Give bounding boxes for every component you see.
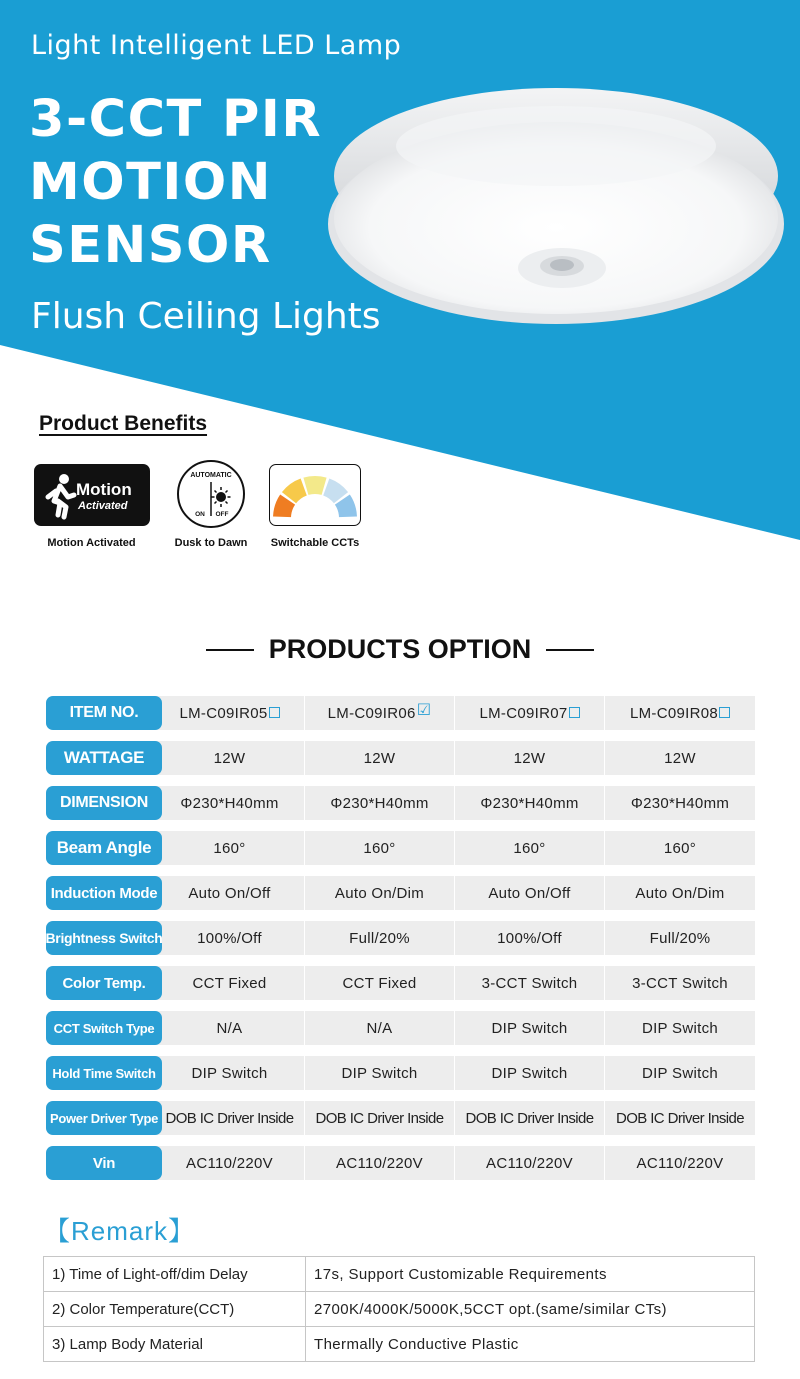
table-row xyxy=(46,1101,754,1135)
remark-value: 17s, Support Customizable Requirements xyxy=(306,1257,755,1292)
spec-value-text: DIP Switch xyxy=(491,1019,568,1037)
hero-title-line: MOTION xyxy=(29,153,272,212)
spec-value-text: CCT Fixed xyxy=(342,974,417,992)
color-arc-icon xyxy=(269,464,361,526)
cct-badge xyxy=(269,464,361,526)
table-row xyxy=(46,831,754,865)
spec-value-text: 3-CCT Switch xyxy=(481,974,578,992)
hero-tagline: Flush Ceiling Lights xyxy=(31,296,381,337)
spec-value xyxy=(305,1011,454,1045)
checkbox-icon[interactable] xyxy=(269,707,280,718)
spec-value-text: Φ230*H40mm xyxy=(180,794,279,812)
checkbox-icon[interactable] xyxy=(719,707,730,718)
spec-label: Color Temp. xyxy=(46,966,162,1000)
spec-value-text: AC110/220V xyxy=(486,1154,573,1172)
motion-badge-subtext: Activated xyxy=(78,500,128,512)
spec-value xyxy=(455,1146,604,1180)
spec-value xyxy=(605,1101,755,1135)
remark-table xyxy=(43,1256,755,1362)
spec-value xyxy=(305,966,454,1000)
spec-value xyxy=(305,1056,454,1090)
spec-value xyxy=(605,831,755,865)
spec-value xyxy=(305,876,454,910)
table-row xyxy=(46,786,754,820)
spec-value-text: 12W xyxy=(664,749,696,767)
dusk-dawn-badge xyxy=(177,460,245,528)
spec-value xyxy=(155,876,304,910)
spec-label: Induction Mode xyxy=(46,876,162,910)
spec-label: Vin xyxy=(46,1146,162,1180)
spec-label: CCT Switch Type xyxy=(46,1011,162,1045)
spec-value xyxy=(605,696,755,730)
spec-label: Hold Time Switch xyxy=(46,1056,162,1090)
spec-value-text: Full/20% xyxy=(349,929,410,947)
spec-value-text: DIP Switch xyxy=(191,1064,268,1082)
benefits-title: Product Benefits xyxy=(39,412,208,435)
hero-title-line: SENSOR xyxy=(29,216,272,275)
spec-label: Brightness Switch xyxy=(46,921,162,955)
remark-title: 【Remark】 xyxy=(44,1216,196,1246)
spec-value xyxy=(605,876,755,910)
spec-value-text: 100%/Off xyxy=(197,929,262,947)
table-row xyxy=(46,696,754,730)
moon-sun-icon xyxy=(177,460,245,528)
table-row xyxy=(46,741,754,775)
walking-person-icon xyxy=(40,471,80,521)
spec-value-text: DIP Switch xyxy=(341,1064,418,1082)
spec-value-text: AC110/220V xyxy=(186,1154,273,1172)
spec-value-text: 160° xyxy=(363,839,396,857)
spec-value-text: Auto On/Off xyxy=(488,884,571,902)
spec-value-text: Auto On/Off xyxy=(188,884,271,902)
table-row xyxy=(46,966,754,1000)
benefit-caption: Switchable CCTs xyxy=(270,537,360,549)
benefit-motion-activated xyxy=(34,464,149,549)
spec-value xyxy=(155,966,304,1000)
remark-value: 2700K/4000K/5000K,5CCT opt.(same/similar CTs) xyxy=(306,1292,755,1327)
checked-box-icon[interactable]: ☑ xyxy=(416,702,432,719)
checkbox-icon[interactable] xyxy=(569,707,580,718)
spec-value-text: DOB IC Driver Inside xyxy=(165,1109,294,1127)
spec-value-text: LM-C09IR06 xyxy=(327,704,416,722)
spec-value xyxy=(455,696,604,730)
spec-value xyxy=(155,1011,304,1045)
spec-value xyxy=(455,1056,604,1090)
heading-rule-left xyxy=(206,649,254,651)
spec-value-text: LM-C09IR08 xyxy=(629,704,719,722)
table-row xyxy=(44,1327,755,1362)
spec-value xyxy=(155,1056,304,1090)
spec-value xyxy=(605,741,755,775)
spec-label: Beam Angle xyxy=(46,831,162,865)
spec-value xyxy=(155,741,304,775)
table-row xyxy=(44,1257,755,1292)
spec-value-text: DIP Switch xyxy=(491,1064,568,1082)
hero-title xyxy=(29,88,359,277)
spec-value xyxy=(455,831,604,865)
table-row xyxy=(46,1146,754,1180)
spec-value-text: 160° xyxy=(213,839,246,857)
spec-value-text: CCT Fixed xyxy=(192,974,267,992)
spec-value xyxy=(155,786,304,820)
spec-value xyxy=(455,921,604,955)
spec-value-text: 3-CCT Switch xyxy=(632,974,728,992)
spec-value-text: LM-C09IR07 xyxy=(479,704,568,722)
spec-value-text: 160° xyxy=(513,839,546,857)
spec-value xyxy=(305,921,454,955)
remark-key: 1) Time of Light-off/dim Delay xyxy=(44,1257,306,1292)
spec-value-text: LM-C09IR05 xyxy=(179,704,268,722)
ceiling-lamp-image xyxy=(326,84,786,334)
spec-value xyxy=(305,1146,454,1180)
spec-value xyxy=(305,1101,454,1135)
spec-value-text: 12W xyxy=(513,749,546,767)
spec-value xyxy=(155,696,304,730)
spec-value-text: Φ230*H40mm xyxy=(480,794,579,812)
dusk-dawn-off-text: OFF xyxy=(215,511,229,518)
spec-value-text: DOB IC Driver Inside xyxy=(615,1109,745,1127)
spec-value-text: DOB IC Driver Inside xyxy=(465,1109,594,1127)
spec-value xyxy=(455,786,604,820)
dusk-dawn-on-text: ON xyxy=(195,511,205,518)
benefit-caption: Dusk to Dawn xyxy=(174,537,248,549)
spec-value-text: DIP Switch xyxy=(641,1019,719,1037)
spec-label: Power Driver Type xyxy=(46,1101,162,1135)
spec-value xyxy=(455,876,604,910)
benefit-switchable-ccts xyxy=(266,464,364,549)
spec-value xyxy=(455,1011,604,1045)
spec-value xyxy=(155,831,304,865)
spec-label: ITEM NO. xyxy=(46,696,162,730)
spec-value xyxy=(605,786,755,820)
spec-value-text: DOB IC Driver Inside xyxy=(315,1109,444,1127)
products-option-title: PRODUCTS OPTION xyxy=(268,634,532,664)
spec-value xyxy=(605,1056,755,1090)
remark-key: 2) Color Temperature(CCT) xyxy=(44,1292,306,1327)
spec-value-text: DIP Switch xyxy=(641,1064,719,1082)
table-row xyxy=(46,1056,754,1090)
table-row xyxy=(44,1292,755,1327)
spec-value xyxy=(605,966,755,1000)
spec-value-text: Auto On/Dim xyxy=(635,884,725,902)
spec-value-text: Auto On/Dim xyxy=(334,884,425,902)
table-row xyxy=(46,1011,754,1045)
spec-value-text: Φ230*H40mm xyxy=(630,794,730,812)
hero-subtitle: Light Intelligent LED Lamp xyxy=(31,30,402,61)
spec-value xyxy=(305,786,454,820)
spec-value xyxy=(305,831,454,865)
spec-value xyxy=(155,1146,304,1180)
remark-value: Thermally Conductive Plastic xyxy=(306,1327,755,1362)
spec-value xyxy=(605,921,755,955)
dusk-dawn-top-text: AUTOMATIC xyxy=(190,472,232,479)
spec-value xyxy=(455,741,604,775)
motion-badge-text: Motion xyxy=(76,480,132,499)
spec-value-text: AC110/220V xyxy=(636,1154,724,1172)
spec-value-text: AC110/220V xyxy=(336,1154,423,1172)
spec-label: WATTAGE xyxy=(46,741,162,775)
motion-badge xyxy=(34,464,150,526)
spec-value-text: Φ230*H40mm xyxy=(330,794,429,812)
spec-label: DIMENSION xyxy=(46,786,162,820)
spec-value xyxy=(155,1101,304,1135)
spec-value xyxy=(455,966,604,1000)
color-arc-segment xyxy=(303,476,326,495)
spec-value xyxy=(455,1101,604,1135)
spec-value-text: Full/20% xyxy=(649,929,711,947)
products-option-heading xyxy=(0,634,800,665)
spec-value-text: 160° xyxy=(663,839,697,857)
table-row xyxy=(46,876,754,910)
spec-value xyxy=(305,741,454,775)
spec-value-text: N/A xyxy=(216,1019,243,1037)
table-row xyxy=(46,921,754,955)
hero-title-line: 3-CCT PIR xyxy=(29,90,323,149)
spec-value xyxy=(605,1146,755,1180)
heading-rule-right xyxy=(546,649,594,651)
hero-banner xyxy=(0,0,800,540)
benefit-dusk-to-dawn xyxy=(168,464,254,549)
spec-value xyxy=(155,921,304,955)
spec-value xyxy=(305,696,454,730)
remark-key: 3) Lamp Body Material xyxy=(44,1327,306,1362)
spec-value-text: 100%/Off xyxy=(497,929,562,947)
spec-value-text: N/A xyxy=(366,1019,393,1037)
benefit-caption: Motion Activated xyxy=(47,537,136,549)
spec-value xyxy=(605,1011,755,1045)
spec-value-text: 12W xyxy=(363,749,396,767)
spec-value-text: 12W xyxy=(213,749,246,767)
